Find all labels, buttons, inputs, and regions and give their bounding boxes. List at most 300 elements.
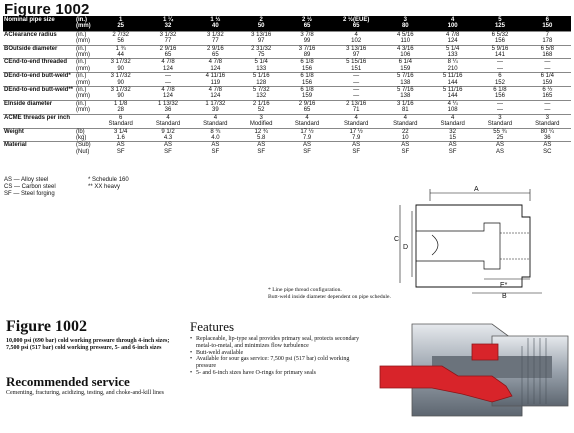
cell-value-1: 3 1/4 (113, 128, 128, 135)
cell-value-2: 44 (117, 52, 125, 59)
table-header-row (3, 16, 571, 31)
row-label-text: End-to-end butt-weld* (8, 73, 71, 80)
cell-value-2: 151 (351, 65, 362, 72)
table-row (3, 87, 571, 101)
table-cell (192, 114, 239, 128)
cell-value-1: 2 9/16 (298, 100, 316, 107)
table-row (3, 114, 571, 128)
table-cell (476, 31, 523, 45)
cell-value-1: 3 7/16 (298, 45, 316, 52)
size-in: 6 (545, 17, 549, 23)
row-units (75, 59, 97, 73)
table-cell (144, 128, 191, 142)
cell-value-2: SF (211, 148, 220, 155)
table-cell (524, 45, 571, 59)
cell-value-1: 4 (450, 114, 455, 121)
table-cell (382, 87, 429, 101)
row-unit-1: (lb) (76, 128, 85, 135)
cell-value-2: 119 (210, 79, 221, 86)
cell-value-1: 2 9/16 (207, 45, 224, 52)
feature-item: • 5- and 6-inch sizes have O-rings for primary seals (190, 370, 370, 377)
row-units (75, 45, 97, 59)
header-size-cell (524, 16, 571, 31)
row-units (75, 87, 97, 101)
cell-value-2: 90 (117, 93, 125, 100)
table-cell (239, 87, 283, 101)
cell-value-2: 77 (164, 38, 172, 45)
table-cell (524, 73, 571, 87)
table-cell (144, 45, 191, 59)
table-cell (192, 45, 239, 59)
cell-value-2: 133 (256, 65, 267, 72)
features-title: Features (190, 319, 235, 334)
row-units (75, 142, 97, 155)
cell-value-2: 97 (257, 38, 265, 45)
cell-value-1: 3 17/32 (110, 87, 131, 94)
cell-value-1: AS (448, 142, 457, 149)
table-cell (524, 87, 571, 101)
cell-value-2: 1.6 (116, 134, 125, 141)
cell-value-1: — (544, 100, 551, 107)
row-unit-1: (in.) (76, 73, 87, 80)
header-size-cell (331, 16, 382, 31)
table-cell (382, 59, 429, 73)
table-cell (331, 59, 382, 73)
cell-value-1: 8 ¾ (210, 128, 221, 135)
cell-value-2: 36 (543, 134, 551, 141)
row-unit-1: (in.) (76, 100, 87, 107)
cell-value-1: 1 13/32 (158, 100, 179, 107)
header-size-cell (476, 16, 523, 31)
cell-value-1: 3 7/8 (300, 31, 314, 38)
row-label (3, 114, 75, 128)
cell-value-2: 110 (400, 38, 411, 45)
cell-value-1: 2 13/16 (346, 100, 367, 107)
table-cell (97, 100, 144, 114)
table-cell (429, 45, 476, 59)
cell-value-2: SF (116, 148, 125, 155)
cell-value-1: 2 31/32 (251, 45, 272, 52)
size-mm: 125 (494, 23, 505, 30)
cell-value-2: 81 (401, 107, 409, 114)
header-size-cell (144, 16, 191, 31)
table-row (3, 73, 571, 87)
table-cell (144, 114, 191, 128)
table-cell (331, 128, 382, 142)
table-cell (524, 114, 571, 128)
cell-value-2: 159 (542, 79, 553, 86)
cell-value-1: 6 5/32 (491, 31, 509, 38)
cell-value-1: 1 17/32 (205, 100, 226, 107)
cell-value-2: 4.3 (163, 134, 173, 141)
table-cell (192, 128, 239, 142)
cell-value-2: 36 (164, 107, 172, 114)
cell-value-1: 9 1/2 (161, 128, 175, 135)
row-label-text: Inside diameter (8, 100, 53, 107)
feature-item: • Butt-weld available (190, 350, 370, 357)
cell-value-2: 156 (494, 93, 505, 100)
size-in: 4 (450, 17, 455, 23)
cell-value-1: 4 (166, 114, 170, 121)
table-cell (429, 114, 476, 128)
size-in: 2 (259, 17, 263, 23)
row-letter: E (4, 100, 9, 107)
cell-value-2: 156 (494, 38, 505, 45)
footnote-line-2: Butt-weld inside diameter dependent on pipe schedule. (268, 293, 391, 300)
cell-value-1: 4 7/8 (208, 59, 223, 66)
table-cell (331, 100, 382, 114)
table-cell (382, 73, 429, 87)
row-label (3, 87, 75, 101)
table-cell (97, 59, 144, 73)
header-size-cell (429, 16, 476, 31)
cell-value-2: 10 (401, 134, 409, 141)
row-label (3, 31, 75, 45)
cell-value-1: AS (211, 142, 220, 149)
row-unit-1: (Sub) (76, 142, 91, 149)
cell-value-2: 5.8 (257, 134, 266, 141)
row-units (75, 100, 97, 114)
cell-value-1: 8 ¼ (447, 59, 458, 66)
figure-title: Figure 1002 (4, 1, 90, 18)
table-cell (382, 114, 429, 128)
cell-value-1: 4 11/16 (205, 73, 226, 80)
cell-value-1: 6 (119, 114, 123, 121)
table-cell (97, 45, 144, 59)
row-label (3, 73, 75, 87)
cell-value-2: Standard (108, 121, 133, 128)
table-cell (429, 73, 476, 87)
row-label (3, 128, 75, 142)
cell-value-2: 25 (496, 134, 504, 141)
cell-value-2: 124 (210, 65, 221, 72)
cell-value-1: 6 5/8 (540, 45, 554, 52)
cell-value-2: Standard (393, 121, 418, 128)
table-cell (524, 100, 571, 114)
table-cell (524, 142, 571, 155)
recommended-service-title: Recommended service (6, 374, 130, 389)
cell-value-2: 165 (542, 93, 553, 100)
table-cell (283, 128, 330, 142)
cell-value-2: — (496, 65, 503, 72)
size-mm: 50 (257, 23, 265, 30)
cell-value-2: Standard (487, 121, 513, 128)
cell-value-2: — (353, 93, 360, 100)
spec-table (3, 16, 571, 155)
table-cell (476, 73, 523, 87)
cell-value-1: AS (543, 142, 552, 149)
table-cell (144, 100, 191, 114)
cell-value-2: 65 (164, 52, 172, 59)
cell-value-1: 3 (545, 114, 549, 121)
table-cell (331, 114, 382, 128)
union-cutaway-illustration (372, 316, 572, 433)
row-unit-1: (in.) (76, 45, 87, 52)
table-cell (283, 142, 330, 155)
cell-value-1: — (353, 87, 360, 94)
cell-value-2: 159 (302, 93, 313, 100)
row-unit-2: (mm) (76, 65, 90, 72)
cell-value-1: AS (401, 142, 410, 149)
row-unit-2: (kg) (76, 134, 87, 141)
table-cell (97, 31, 144, 45)
table-row (3, 59, 571, 73)
cell-value-2: — (544, 65, 551, 72)
size-mm: 150 (542, 23, 553, 30)
table-cell (97, 73, 144, 87)
table-cell (239, 128, 283, 142)
row-letter: D (4, 73, 9, 80)
cell-value-1: 4 7/8 (445, 31, 460, 38)
cell-value-2: 89 (303, 52, 311, 59)
cell-value-2: AS (495, 148, 504, 155)
recommended-service-text: Cementing, fracturing, acidizing, testing, and choke-and-kill lines (6, 390, 164, 396)
cell-value-2: 97 (352, 52, 360, 59)
cell-value-1: 5 15/16 (346, 59, 367, 66)
cell-value-2: 124 (210, 93, 221, 100)
size-in: 1 ¼ (163, 17, 174, 23)
row-letter: D (4, 87, 9, 94)
row-label-text: ACME threads per inch (4, 114, 71, 121)
table-cell (144, 142, 191, 155)
table-cell (382, 128, 429, 142)
cell-value-2: 141 (494, 52, 505, 59)
size-mm: 32 (164, 23, 172, 30)
header-units (75, 16, 97, 31)
pressure-spec: 10,000 psi (690 bar) cold working pressure through 4-inch sizes; 7,500 psi (517 bar) cold working pressure, 5- and 6-inch sizes (6, 338, 170, 351)
cell-value-2: 210 (447, 65, 458, 72)
table-cell (331, 45, 382, 59)
cell-value-1: 4 3/16 (396, 45, 414, 52)
cell-value-1: 2 7/32 (112, 31, 130, 38)
row-label-text: Clearance radius (8, 31, 57, 38)
row-letter: A (4, 31, 9, 38)
cell-value-1: 4 7/8 (208, 87, 223, 94)
table-cell (476, 114, 523, 128)
cell-value-2: 128 (256, 79, 267, 86)
lower-figure-title: Figure 1002 (6, 318, 88, 335)
cell-value-1: 22 (401, 128, 409, 135)
cell-value-1: 5 11/16 (442, 87, 463, 94)
table-cell (476, 87, 523, 101)
cell-value-2: 7.9 (302, 134, 312, 141)
cell-value-2: SF (303, 148, 311, 155)
cell-value-2: 144 (447, 93, 458, 100)
table-cell (144, 73, 191, 87)
cell-value-1: 7 (545, 31, 549, 38)
cell-value-1: 1 1/8 (113, 100, 128, 107)
table-row (3, 100, 571, 114)
cell-value-1: 12 ¾ (254, 128, 268, 135)
table-cell (239, 59, 283, 73)
cell-value-2: 4.0 (211, 134, 220, 141)
cell-value-1: 17 ½ (349, 128, 363, 135)
table-cell (382, 31, 429, 45)
table-cell (239, 45, 283, 59)
dim-d-label: D (403, 244, 409, 251)
cell-value-2: 144 (447, 79, 458, 86)
cell-value-2: 124 (163, 65, 174, 72)
table-cell (476, 142, 523, 155)
cell-value-1: 5 1/4 (254, 59, 268, 66)
row-letter: C (4, 59, 9, 66)
row-label-text: Material (4, 142, 27, 149)
row-label (3, 142, 75, 155)
cell-value-1: 2 1/16 (252, 100, 270, 107)
table-cell (331, 31, 382, 45)
cell-value-2: 65 (303, 107, 311, 114)
table-cell (239, 142, 283, 155)
cell-value-2: SF (401, 148, 410, 155)
row-label-text: End-to-end butt-weld** (8, 87, 73, 94)
table-cell (429, 31, 476, 45)
cell-value-1: — (496, 100, 503, 107)
row-label (3, 45, 75, 59)
cell-value-2: SF (257, 148, 266, 155)
size-mm: 40 (212, 23, 219, 30)
cell-value-1: 3 (259, 114, 263, 121)
table-cell (382, 142, 429, 155)
table-cell (429, 87, 476, 101)
table-cell (97, 114, 144, 128)
cell-value-2: 156 (302, 65, 313, 72)
table-cell (429, 142, 476, 155)
feature-item: • Replaceable, lip-type seal provides primary seal, protects secondary metal-to-metal, and minimizes flow turbulence (190, 336, 370, 350)
cell-value-2: 133 (447, 52, 458, 59)
row-units (75, 73, 97, 87)
cell-value-1: — (165, 73, 172, 80)
row-units (75, 128, 97, 142)
note-sf: SF — Steel forging (4, 191, 55, 197)
dim-c-label: C (394, 236, 400, 243)
cell-value-2: 106 (400, 52, 411, 59)
row-unit-1: (in.) (76, 31, 87, 38)
table-cell (382, 45, 429, 59)
note-xx-heavy: ** XX heavy (88, 184, 121, 190)
size-mm: 65 (303, 23, 311, 30)
cell-value-1: 6 1/8 (300, 73, 314, 80)
cell-value-2: 102 (351, 38, 362, 45)
size-mm: 80 (401, 23, 409, 30)
note-as: AS — Alloy steel (4, 177, 49, 183)
features-list (190, 336, 370, 377)
table-cell (192, 31, 239, 45)
cell-value-2: 99 (303, 38, 311, 45)
table-cell (239, 31, 283, 45)
size-in: 5 (498, 17, 502, 23)
row-units (75, 31, 97, 45)
table-cell (192, 142, 239, 155)
table-cell (476, 100, 523, 114)
table-cell (331, 142, 382, 155)
table-cell (283, 114, 330, 128)
cell-value-2: 168 (542, 52, 553, 59)
table-cell (476, 59, 523, 73)
cell-value-1: 4 ¼ (447, 100, 458, 107)
cell-value-2: 138 (400, 93, 411, 100)
table-cell (192, 73, 239, 87)
row-label (3, 59, 75, 73)
cell-value-1: 55 ¾ (493, 128, 507, 135)
table-cell (429, 59, 476, 73)
row-label-text: End-to-end threaded (8, 59, 68, 66)
table-cell (283, 100, 330, 114)
cell-value-2: Standard (155, 121, 181, 128)
row-unit-2: (Nut) (76, 148, 90, 155)
row-label (3, 100, 75, 114)
cell-value-2: 178 (542, 38, 553, 45)
table-row (3, 128, 571, 142)
cell-value-1: 4 (213, 114, 218, 121)
row-label-text: Weight (4, 128, 24, 135)
table-cell (192, 59, 239, 73)
cell-value-1: 6 1/4 (398, 59, 412, 66)
cell-value-1: 3 13/16 (346, 45, 367, 52)
table-row (3, 31, 571, 45)
table-cell (239, 100, 283, 114)
cell-value-2: Standard (203, 121, 228, 128)
table-cell (283, 31, 330, 45)
cell-value-1: 3 1/32 (159, 31, 177, 38)
row-unit-1: (in.) (76, 59, 87, 66)
size-mm: 25 (117, 23, 125, 30)
cell-value-1: — (496, 59, 503, 66)
cell-value-2: 65 (212, 52, 219, 59)
cell-value-2: 138 (400, 79, 411, 86)
cell-value-2: SF (164, 148, 172, 155)
cell-value-1: 6 1/4 (540, 73, 554, 80)
table-cell (144, 87, 191, 101)
table-cell (283, 59, 330, 73)
cell-value-2: 159 (400, 65, 411, 72)
dim-b-label: B (502, 293, 507, 298)
header-label: Nominal pipe size (4, 17, 55, 23)
table-cell (283, 87, 330, 101)
cell-value-1: 2 9/16 (159, 45, 177, 52)
table-cell (144, 31, 191, 45)
union-cross-section-drawing (372, 183, 570, 298)
size-in: 3 (403, 17, 407, 23)
cell-value-1: AS (164, 142, 173, 149)
table-cell (382, 100, 429, 114)
cell-value-1: — (353, 73, 360, 80)
cell-value-2: Standard (535, 121, 560, 128)
cell-value-1: 3 1/16 (396, 100, 414, 107)
cell-value-2: SF (448, 148, 457, 155)
cell-value-2: 152 (494, 79, 505, 86)
cell-value-1: — (544, 59, 551, 66)
cell-value-1: AS (303, 142, 312, 149)
cell-value-1: 5 11/16 (442, 73, 463, 80)
cell-value-2: 90 (117, 79, 125, 86)
cell-value-2: Standard (440, 121, 465, 128)
table-cell (144, 59, 191, 73)
cell-value-1: 5 7/16 (396, 73, 414, 80)
cell-value-1: 4 (305, 114, 309, 121)
table-cell (97, 142, 144, 155)
cell-value-1: 3 13/16 (251, 31, 272, 38)
size-mm: 100 (447, 23, 458, 30)
cell-value-1: 4 (403, 114, 407, 121)
cell-value-1: 5 7/32 (252, 87, 270, 94)
table-cell (239, 73, 283, 87)
table-cell (524, 128, 571, 142)
table-cell (192, 87, 239, 101)
cell-value-1: 5 1/16 (252, 73, 270, 80)
cell-value-1: 80 ¼ (540, 128, 554, 135)
footnote-line-1: * Line pipe thread configuration. (268, 287, 342, 293)
table-cell (239, 114, 283, 128)
